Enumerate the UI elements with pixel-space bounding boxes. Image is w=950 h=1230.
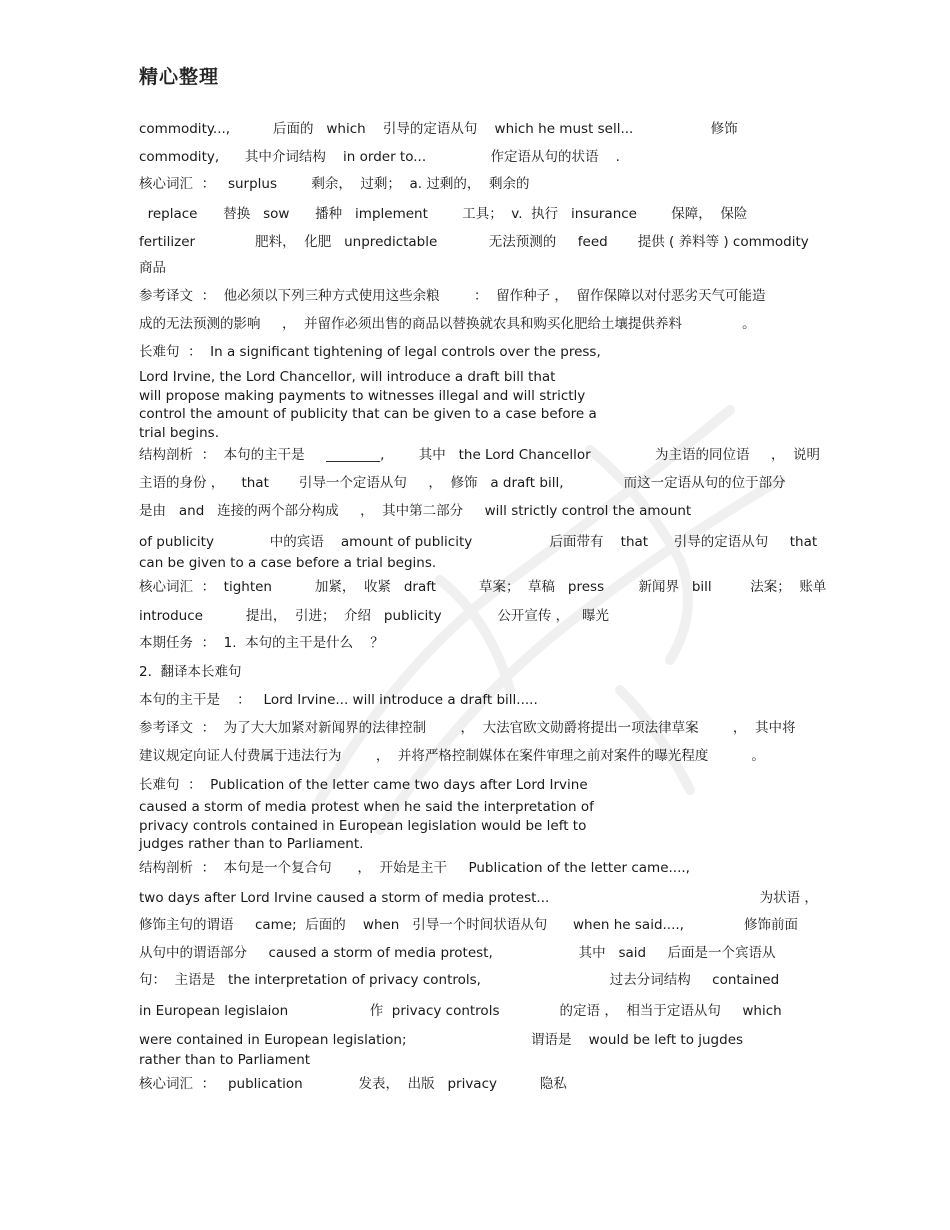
text-line: 长难句 ： In a significant tightening of legal controls over the press, [139,344,601,360]
text-line: control the amount of publicity that can be given to a case before a [139,406,597,422]
text-line: 参考译文 ： 他必须以下列三种方式使用这些余粮 ： 留作种子 ， 留作保障以对付恶劣天气可能造 [139,288,766,304]
text-line: two days after Lord Irvine caused a storm of media protest... 为状语 ， [139,890,818,906]
text-line: can be given to a case before a trial begins. [139,555,437,571]
text-line: 核心词汇 ： surplus 剩余， 过剩； a. 过剩的， 剩余的 [139,176,530,192]
text-line: replace 替换 sow 播种 implement 工具； v. 执行 insurance 保障， 保险 [139,206,748,222]
text-line: fertilizer 肥料， 化肥 unpredictable 无法预测的 feed 提供 ( 养料等 ) commodity [139,234,809,250]
text-line: rather than to Parliament [139,1052,311,1068]
text-line: 参考译文 ： 为了大大加紧对新闻界的法律控制 ， 大法官欧文勋爵将提出一项法律草案 ， 其中将 [139,720,796,736]
text-line: 长难句 ： Publication of the letter came two days after Lord Irvine [139,777,588,793]
text-line: of publicity 中的宾语 amount of publicity 后面带有 that 引导的定语从句 that [139,534,818,550]
text-line: 成的无法预测的影响 ， 并留作必须出售的商品以替换就农具和购买化肥给土壤提供养料 。 [139,316,756,332]
text-line: in European legislaion 作 privacy controls 的定语 ， 相当于定语从句 which [139,1003,782,1019]
text-line: 2. 翻译本长难句 [139,664,242,680]
text-line: caused a storm of media protest when he said the interpretation of [139,799,594,815]
text-line: 句： 主语是 the interpretation of privacy controls, 过去分词结构 contained [139,972,780,988]
text-line: judges rather than to Parliament. [139,836,364,852]
text-line: introduce 提出， 引进； 介绍 publicity 公开宣传 ， 曝光 [139,608,610,624]
text-line: 结构剖析 ： 本句是一个复合句 ， 开始是主干 Publication of the letter came...., [139,860,690,876]
text-line: 结构剖析 ： 本句的主干是 ________, 其中 the Lord Chancellor 为主语的同位语 ， 说明 [139,447,821,463]
text-line: 商品 [139,260,166,276]
text-line: 本句的主干是 ： Lord Irvine... will introduce a draft bill..... [139,692,538,708]
text-line: 从句中的谓语部分 caused a storm of media protest, 其中 said 后面是一个宾语从 [139,945,776,961]
text-line: 建议规定向证人付费属于违法行为 ， 并将严格控制媒体在案件审理之前对案件的曝光程度 。 [139,748,765,764]
text-line: were contained in European legislation; 谓语是 would be left to jugdes [139,1032,744,1048]
text-line: commodity..., 后面的 which 引导的定语从句 which he must sell... 修饰 [139,121,738,137]
text-line: 是由 and 连接的两个部分构成 ， 其中第二部分 will strictly control the amount [139,503,692,519]
text-line: 修饰主句的谓语 came; 后面的 when 引导一个时间状语从句 when he said...., 修饰前面 [139,917,799,933]
text-line: Lord Irvine, the Lord Chancellor, will introduce a draft bill that [139,369,556,385]
text-line: commodity, 其中介词结构 in order to... 作定语从句的状语 . [139,149,620,165]
text-line: 主语的身份 ， that 引导一个定语从句 ， 修饰 a draft bill, 而这一定语从句的位于部分 [139,475,786,491]
text-line: will propose making payments to witnesses illegal and will strictly [139,388,586,404]
text-line: 核心词汇 ： tighten 加紧， 收紧 draft 草案； 草稿 press 新闻界 bill 法案； 账单 [139,579,827,595]
text-line: privacy controls contained in European legislation would be left to [139,818,587,834]
text-line: 核心词汇 ： publication 发表， 出版 privacy 隐私 [139,1076,567,1092]
page-header: 精心整理 [139,66,220,88]
text-line: trial begins. [139,425,219,441]
text-line: 本期任务 ： 1. 本句的主干是什么 ？ [139,635,384,651]
